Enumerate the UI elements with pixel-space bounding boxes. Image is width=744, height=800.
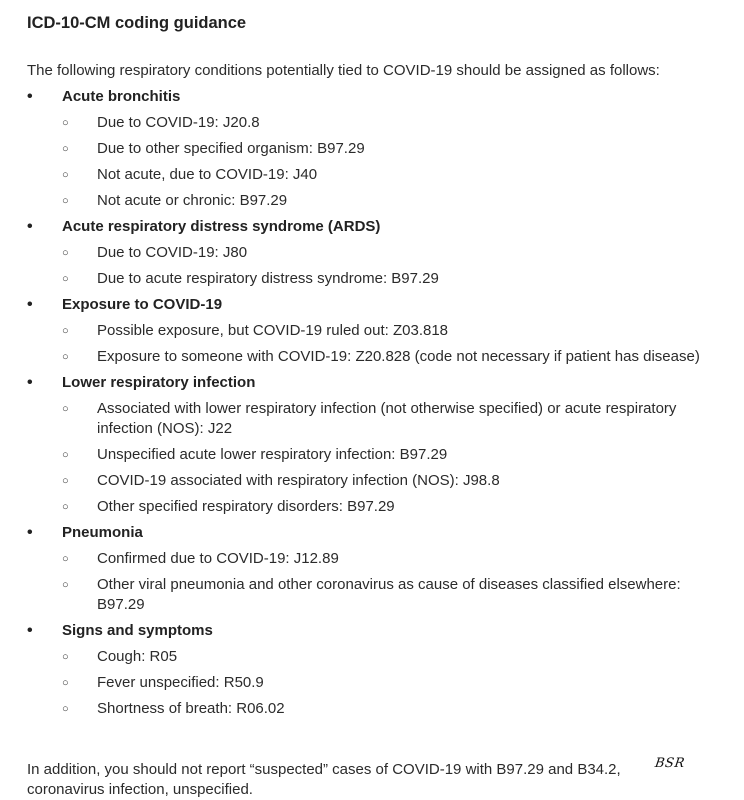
intro-paragraph: The following respiratory conditions potentially tied to COVID-19 should be assigned as follows: (27, 62, 660, 79)
section-signs-and-symptoms (27, 621, 727, 719)
circle-bullet-icon: ○ (62, 553, 69, 565)
section-pneumonia (27, 523, 727, 615)
list-item (27, 269, 727, 289)
list-item (27, 647, 727, 667)
section-exposure-covid (27, 295, 727, 367)
section-title: Pneumonia (62, 524, 143, 541)
list-item-text: Confirmed due to COVID-19: J12.89 (97, 550, 339, 567)
list-item (27, 399, 727, 439)
list-item (27, 673, 727, 693)
bullet-icon: • (27, 524, 33, 541)
list-item (27, 347, 727, 367)
section-title: Acute respiratory distress syndrome (ARDS) (62, 218, 381, 235)
list-item (27, 445, 727, 465)
list-item-text: Cough: R05 (97, 648, 178, 665)
list-item-text: Due to COVID-19: J20.8 (97, 114, 260, 131)
list-item-text: Not acute or chronic: B97.29 (97, 192, 288, 209)
circle-bullet-icon: ○ (62, 169, 69, 181)
circle-bullet-icon: ○ (62, 651, 69, 663)
list-item (27, 191, 727, 211)
section-acute-bronchitis (27, 87, 727, 211)
circle-bullet-icon: ○ (62, 247, 69, 259)
list-item-text: Associated with lower respiratory infection (not otherwise specified) or acute respiratory infection (NOS): J22 (97, 400, 677, 437)
bullet-icon: • (27, 622, 33, 639)
circle-bullet-icon: ○ (62, 403, 69, 415)
list-item (27, 321, 727, 341)
bullet-icon: • (27, 218, 33, 235)
signature-mark: BSR (653, 756, 686, 771)
list-item-text: Other viral pneumonia and other coronavirus as cause of diseases classified elsewhere: B97.29 (97, 576, 681, 613)
list-item (27, 699, 727, 719)
list-item-text: Unspecified acute lower respiratory infection: B97.29 (97, 446, 448, 463)
circle-bullet-icon: ○ (62, 501, 69, 513)
circle-bullet-icon: ○ (62, 273, 69, 285)
closing-paragraph: In addition, you should not report “suspected” cases of COVID-19 with B97.29 and B34.2, coronavirus infection, unspecified. (27, 761, 621, 798)
circle-bullet-icon: ○ (62, 449, 69, 461)
list-item (27, 113, 727, 133)
list-item-text: COVID-19 associated with respiratory infection (NOS): J98.8 (97, 472, 500, 489)
bullet-icon: • (27, 296, 33, 313)
guidance-list (27, 87, 727, 725)
list-item (27, 575, 727, 615)
list-item-text: Fever unspecified: R50.9 (97, 674, 264, 691)
circle-bullet-icon: ○ (62, 117, 69, 129)
circle-bullet-icon: ○ (62, 703, 69, 715)
list-item (27, 139, 727, 159)
document-title: ICD-10-CM coding guidance (27, 14, 247, 32)
bullet-icon: • (27, 374, 33, 391)
list-item-text: Other specified respiratory disorders: B97.29 (97, 498, 395, 515)
list-item (27, 497, 727, 517)
section-title: Acute bronchitis (62, 88, 181, 105)
list-item-text: Due to other specified organism: B97.29 (97, 140, 365, 157)
circle-bullet-icon: ○ (62, 351, 69, 363)
section-lower-respiratory-infection (27, 373, 727, 517)
section-ards (27, 217, 727, 289)
list-item-text: Not acute, due to COVID-19: J40 (97, 166, 318, 183)
section-title: Exposure to COVID-19 (62, 296, 223, 313)
list-item-text: Due to COVID-19: J80 (97, 244, 248, 261)
list-item (27, 471, 727, 491)
section-title: Lower respiratory infection (62, 374, 256, 391)
bullet-icon: • (27, 88, 33, 105)
list-item-text: Possible exposure, but COVID-19 ruled out: Z03.818 (97, 322, 449, 339)
list-item (27, 165, 727, 185)
list-item-text: Shortness of breath: R06.02 (97, 700, 285, 717)
circle-bullet-icon: ○ (62, 195, 69, 207)
circle-bullet-icon: ○ (62, 579, 69, 591)
list-item-text: Exposure to someone with COVID-19: Z20.828 (code not necessary if patient has disease) (97, 348, 700, 365)
section-title: Signs and symptoms (62, 622, 213, 639)
list-item (27, 549, 727, 569)
circle-bullet-icon: ○ (62, 677, 69, 689)
circle-bullet-icon: ○ (62, 475, 69, 487)
list-item (27, 243, 727, 263)
list-item-text: Due to acute respiratory distress syndrome: B97.29 (97, 270, 439, 287)
circle-bullet-icon: ○ (62, 143, 69, 155)
circle-bullet-icon: ○ (62, 325, 69, 337)
